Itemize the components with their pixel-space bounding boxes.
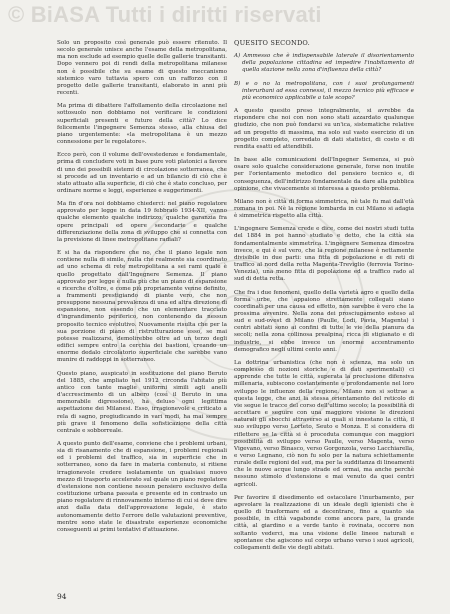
right-paragraph-1: A questo quesito preso integralmente, si avrebbe da rispondere che noi con non sono stati azzardato qualunque giudizio, che non può fondarsi su un'ica, sistematiche relative ad un progetto di massima, ma solo sul vasto esercizio di un progetto completo, corredato di dati statistici, di costo e di rendita esatti ed attendibili. [234, 108, 414, 150]
copyright-watermark: © BiASA Tutti i diritti riservati [8, 2, 322, 27]
right-paragraph-5: Che fra i due fenomeni, quello della varietà agro e quello della forma urbe, che appaiono strettamente collegati siano coordinati per una causa ed effetto, non sarebbe è vero che la prossima avvenire. Nella zona dei prosciugamento esteso al sud e sud-ovest di Milano (Paulle, Lodi, Pavia, Magenta) i centri abitati sono ai confini di tutte le vie della pianura da secoli; nella zona collinosa prealpina, ricca di stigianato e di industrie, si ebbe invece un enorme accentramento demografico negli ultimi cento anni. [234, 289, 414, 353]
right-paragraph-2: In base alle comunicazioni dell'Ingegner Semenza, si può osare solo qualche considerazione generale, forse non inutile per l'orientamento metodico del pensiero tecnico e, di conseguenza, dell'indirizzo fondamentale da dare alla pubblica opinione, che vivacemente si interessa a questo problema. [234, 157, 414, 192]
left-paragraph-2: Ma prima di dibattere l'affollamento della circolazione nel sottosuolo non dobbiamo noi verificare le condizioni superficiali presenti e future della città? Lo dice felicemente l'ingegnere Semenza stesso, alla chiusa del piano urgentemente: «la metropolitana è un mezzo connessione per le regolatore». [57, 103, 227, 146]
left-paragraph-4: Ma fin d'ora noi dobbiamo chiederci: nel piano regolatore approvato per legge in data 19 febbraio 1934-XII, vanno qualche elemento qualche indirizzo, qualche garanzia fra opere principali ed opere secondarie e qualche differenziazione della zona di sviluppo che si connetta con la previsione di linee metropolitane radiali? [57, 201, 227, 243]
right-paragraph-7: Per favorire il disedimento ed ostacolare l'inurbamento, per agevolare la realizzazione di un ideale degli igienisti che è quello di trasformare ed a decentrare, fino a quanto sia possibile, in città vagabonde come ancora pare, la grande città, al giardino e a verde tanto è rovinata, occorre non soltanto vederci, ma una visione delle lineee naturali e spontanee che agiscono sul corpo urbano verso i suoi agricoli, collegamenti delle vie degli abitati. [234, 494, 414, 551]
question-item-b: B) e o no la metropolitana, con i suoi prolungamenti interurbani ad essa connessi, il mezzo tecnico più efficace e più economico applicabile a tale scopo? [234, 80, 414, 101]
right-paragraph-4: L'ingegnere Semenza crede e dice, come dei nostri studi tutta del 1884 in poi hanno studiato e detto, che la città sia fondamentalmente simmetrica. L'ingegnere Semenza dimostra invece, e qui è sul vero, che la regione milanese è nettamente divisibile in due parti: una fitta di popolazione e di reti di traffico al nord della retta Magenta-Treviglio (ferrovia Torino-Venezia), una meno fitta di popolazione ed a traffico rado al sud di detta retta. [234, 226, 414, 283]
right-paragraph-6: La dottrina urbanistica (che non è scienza, ma solo un complesso di nozioni storiche e di dati sperimentali) ci apprende che tutte le città, superata la preclusione difensiva millenaria, subiscono costantemente e profondamente nel loro sviluppo le influenze della regione. Milano non si sottrae a questa legge, che anzi la stessa orientamento del reticolo di vie segue le tracce del corso dell'ultimo secolo; la possibilità di accettare e seguire con una maggiore visione le direzioni naturali gli sbocchi attraverso ai quali si innestano la città, il suo sviluppo verso Lorteto, Seuto e Monza. E si considera di riflettere se la città si è proceduta comunque con maggiori possibilità di sviluppo verso Paulle, verso Magenta, verso Vigevano, verso Binasco, verso Gorgonzola, verso Lacchiarella, e verso Legnano, ciò non fu solo per la natura schiettamente rurale delle regioni del sud, ma per la sudditanza di lineamenti che le nuove acque lungo strade ed ormai, ma anche perchè nessuno stimolo d'estensione e mai venuto da quei centri agricoli. [234, 359, 414, 488]
right-paragraph-3: Milano non è città di forma simmetrica, nè tale fu mai dall'età romana in poi. Nè la regione lombarda in cui Milano si adagia è simmetrica rispetto alla città. [234, 198, 414, 220]
left-paragraph-3: Ecco però, con il volume dell'ovestedenze e fondamentale, prima di concludere voti in base pure voti platonici a favore di uno dei possibili sistemi di circolazione sotterranea, che si procede ad un inventario e ad un bilancio di ciò che è stato attuato alla superficie, di ciò che è stato concluso, per ordinare norme e leggi, esperienze e suggerimenti. [57, 152, 228, 194]
left-paragraph-1: Solo un proposito così generale può essere ritenuto. Il secolo generale unisce anche l'esame della metropolitana, ma non esclude ad esempio quelle delle gallerie transitanti. Dopo vennero poi di rendi della metropolitana milanese non è possibile che su esame di questo meccanismo sistemico varo tuttavia spero con un rafforzo con il progetto delle gallerie transitanti, elaborato in anni più recenti. [57, 40, 227, 97]
left-paragraph-5: E si ha da rispondere che no, che il piano legale non contiene nulla di simile, nulla che realmente sia coordinato ad uno schema di rete metropolitana a sei rami quale è quello progettato dall'Ingegnere Semenza. Il piano approvato per legge è nulla più che un piano di espansione e ricerche d'oltre, e come più propriamente venne definito, a frammenti prestigiando di piante vero, che non presuppone nessuna prevalenza di una ed altra direzione di espansione, non essendo che un elementare tracciato d'ingrandimento periferico, non contenendo da nessun proposito tecnico evolutivo. Nuovamente risulta che per la sua porzione di piano di ristrutturazione esso, se mai potesse realizzarsi, demolirebbe oltre ad un terzo degli edifici sempre entro la cerchia dei bastioni, creando un enorme dedalo circolatorio superficiale che sarebbe vano munire di raddoppi in sotterraneo. [57, 250, 227, 364]
left-text-column [57, 40, 227, 540]
question-item-a: A) Ammesso che è indispensabile laterale il disorientamento della popolazione cittadina ed impedire l'inabitamento di quella stazione nella zona d'influenza della città? [234, 53, 414, 74]
left-paragraph-7: A questo punto dell'esame, conviene che i problemi urbani, sia di risanamento che di espansione, i problemi regionali ed i problemi del traffico, sia in superficie che in sotterraneo, sono da fare in materia contenuto, si ritiene irragionevole credere isolatamente un qualsiasi nuovo mezzo di trasporto accelerato sul quale un piano regolatore d'estensione non contiene nessun pensiero esclusivo della costituzione urbana passata e presente ed in contrasto un piano regolatore di rinnovamento interno di cui si deve dire anzi dalla data dell'approvazione legale, è stato autonomamente detto l'errore delle valutazioni preventive, mentre sono state le disastrate esperienze economiche conseguenti ai primi tentativi d'attuazione. [57, 440, 227, 533]
section-heading: QUESITO SECONDO. [234, 39, 310, 47]
left-paragraph-6: Questo piano, auspicato in sostituzione del piano Beruto del 1885, che ampliato nel 1912 circonda l'abitato più antico con tante maglie uniformi simili agli anelli d'accrescimento di un albero (così il Beruto in una memorabile digressione), ha deluso ogni legittima aspettazione dei Milanesi. Esso, irragionevole e criticato a rela di sagno, pregiudicando in vari modi, ha mai sempre più grave il fenomeno della sofisticazione della città centrale e sobborreale. [57, 370, 227, 434]
right-text-column [234, 40, 414, 558]
page-number: 94 [57, 592, 67, 601]
